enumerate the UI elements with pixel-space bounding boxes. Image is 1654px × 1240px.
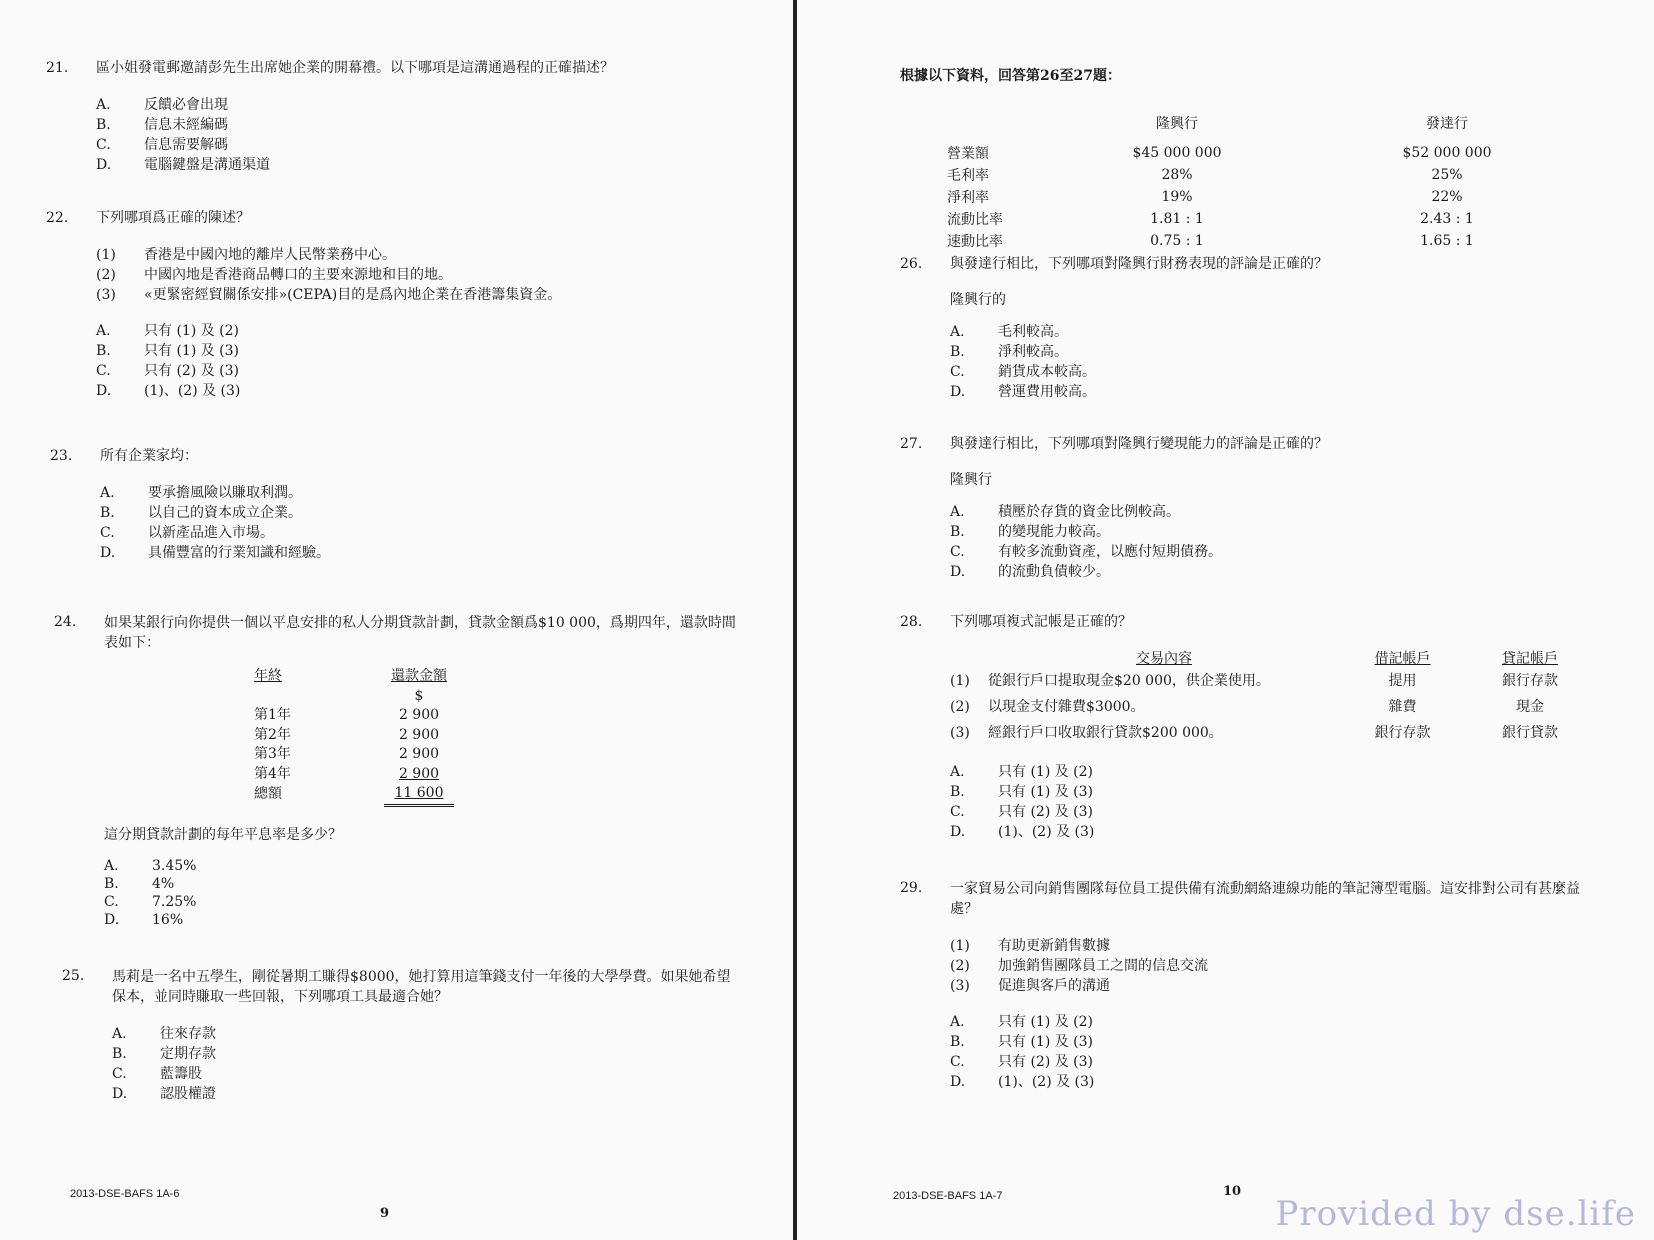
option-c: C. 有較多流動資產，以應付短期債務。 — [950, 544, 1222, 561]
table-row: 流動比率 1.81 : 1 2.43 : 1 — [947, 211, 1474, 228]
option-d: D. 認股權證 — [112, 1086, 216, 1103]
option-a: A. 積壓於存貨的資金比例較高。 — [950, 504, 1180, 521]
question-lead: 隆興行的 — [950, 291, 1006, 308]
unit-label: $ — [414, 687, 424, 704]
question-22 — [46, 210, 746, 402]
table-row: 毛利率 28% 25% — [947, 167, 1463, 184]
option-c: C. 信息需要解碼 — [96, 136, 228, 153]
question-26 — [900, 256, 1620, 403]
option-list — [950, 323, 1620, 403]
option-b: B. 只有 (1) 及 (3) — [950, 1034, 1094, 1051]
option-d: D. 電腦鍵盤是溝通渠道 — [96, 156, 270, 173]
footer-code: 2013-DSE-BAFS 1A-7 — [893, 1190, 1003, 1202]
option-a: A. 往來存款 — [112, 1026, 216, 1043]
col-header-transaction: 交易內容 — [1136, 650, 1192, 667]
option-a: A. 3.45% — [104, 858, 197, 875]
question-number: 22. — [46, 210, 69, 226]
footer-code: 2013-DSE-BAFS 1A-6 — [70, 1188, 180, 1200]
option-list — [950, 1013, 1590, 1093]
sub-question: 這分期貸款計劃的每年平息率是多少？ — [104, 826, 342, 843]
question-number: 27. — [900, 436, 923, 452]
statement-2: (2) 加強銷售團隊員工之間的信息交流 — [950, 958, 1208, 975]
question-25 — [62, 968, 742, 1105]
statement-list — [950, 937, 1590, 997]
option-list — [100, 484, 750, 564]
option-a: A. 反饋必會出現 — [96, 96, 228, 113]
question-number: 23. — [50, 448, 73, 464]
table-row: (1) 從銀行戶口提取現金$20 000，供企業使用。 提用 銀行存款 — [950, 673, 1558, 690]
table-row: 第1年 2 900 — [254, 707, 440, 724]
col-header-debit: 借記帳戶 — [1374, 650, 1431, 667]
question-number: 24. — [54, 614, 77, 630]
statement-2: (2) 中國內地是香港商品轉口的主要來源地和目的地。 — [96, 266, 452, 283]
table-row: 速動比率 0.75 : 1 1.65 : 1 — [947, 233, 1474, 250]
option-b: B. 只有 (1) 及 (3) — [950, 784, 1094, 801]
right-page — [797, 0, 1654, 1240]
company-header-lunghing: 隆興行 — [1156, 116, 1198, 132]
option-c: C. 藍籌股 — [112, 1066, 202, 1083]
option-a: A. 只有 (1) 及 (2) — [96, 322, 240, 339]
table-row: 淨利率 19% 22% — [947, 189, 1463, 206]
option-list — [112, 1025, 742, 1105]
left-page — [0, 0, 793, 1240]
statement-1: (1) 有助更新銷售數據 — [950, 938, 1110, 955]
question-stem: 下列哪項複式記帳是正確的？ — [950, 614, 1132, 630]
statement-1: (1) 香港是中國內地的離岸人民幣業務中心。 — [96, 246, 396, 263]
option-a: A. 毛利較高。 — [950, 324, 1068, 341]
double-entry-table — [950, 650, 1595, 748]
repayment-table — [254, 667, 454, 807]
table-row: (2) 以現金支付雜費$3000。 雜費 現金 — [950, 699, 1544, 716]
question-29 — [900, 880, 1590, 1093]
option-a: A. 只有 (1) 及 (2) — [950, 764, 1094, 781]
option-list — [104, 858, 744, 930]
option-c: C. 只有 (2) 及 (3) — [950, 1054, 1094, 1071]
statement-3: (3) «更緊密經貿關係安排»(CEPA)目的是爲內地企業在香港籌集資金。 — [96, 286, 562, 303]
page-number: 10 — [1223, 1184, 1242, 1199]
option-a: A. 要承擔風險以賺取利潤。 — [100, 484, 302, 501]
question-number: 28. — [900, 614, 923, 630]
question-stem: 與發達行相比，下列哪項對隆興行變現能力的評論是正確的？ — [950, 436, 1328, 452]
table-row: 第3年 2 900 — [254, 746, 440, 763]
col-header-amount: 還款金額 — [391, 668, 447, 685]
option-d: D. 具備豐富的行業知識和經驗。 — [100, 544, 330, 561]
question-23 — [50, 448, 750, 564]
question-stem: 馬莉是一名中五學生，剛從暑期工賺得$8000，她打算用這筆錢支付一年後的大學學費。如果她希望保本，並同時賺取一些回報，下列哪項工具最適合她？ — [112, 969, 731, 1005]
question-stem: 所有企業家均： — [100, 448, 198, 464]
option-b: B. 只有 (1) 及 (3) — [96, 342, 240, 359]
question-lead: 隆興行 — [950, 471, 992, 488]
company-header-fatdat: 發達行 — [1426, 116, 1468, 132]
question-stem: 區小姐發電郵邀請彭先生出席她企業的開幕禮。以下哪項是這溝通過程的正確描述？ — [96, 60, 614, 76]
option-list — [950, 503, 1620, 583]
option-d: D. 16% — [104, 912, 184, 929]
question-stem: 一家貿易公司向銷售團隊每位員工提供備有流動網絡連線功能的筆記簿型電腦。這安排對公司有甚麼益處？ — [950, 881, 1580, 917]
statement-3: (3) 促進與客戶的溝通 — [950, 978, 1110, 995]
option-c: C. 銷貨成本較高。 — [950, 364, 1096, 381]
option-b: B. 信息未經編碼 — [96, 116, 228, 133]
question-28 — [900, 614, 1630, 843]
option-list — [96, 96, 746, 176]
financial-data-table — [947, 112, 1527, 252]
option-d: D. 營運費用較高。 — [950, 384, 1096, 401]
option-d: D. (1)、(2) 及 (3) — [950, 1074, 1095, 1091]
option-a: A. 只有 (1) 及 (2) — [950, 1014, 1094, 1031]
option-c: C. 只有 (2) 及 (3) — [950, 804, 1094, 821]
table-row: 第2年 2 900 — [254, 726, 440, 743]
option-b: B. 淨利較高。 — [950, 344, 1068, 361]
table-row: 第4年 2 900 — [254, 765, 440, 782]
question-stem: 如果某銀行向你提供一個以平息安排的私人分期貸款計劃，貸款金額爲$10 000，爲期四年，還款時間表如下： — [104, 615, 736, 651]
option-list — [950, 763, 1630, 843]
option-list — [96, 322, 746, 402]
option-c: C. 以新產品進入市場。 — [100, 524, 274, 541]
col-header-year: 年終 — [254, 668, 282, 685]
option-d: D. 的流動負債較少。 — [950, 564, 1110, 581]
question-stem: 下列哪項爲正確的陳述？ — [96, 210, 250, 226]
table-row: 營業額 $45 000 000 $52 000 000 — [947, 145, 1492, 162]
question-number: 29. — [900, 880, 923, 896]
option-b: B. 定期存款 — [112, 1046, 216, 1063]
table-row: (3) 經銀行戶口收取銀行貸款$200 000。 銀行存款 銀行貸款 — [950, 725, 1558, 742]
option-b: B. 4% — [104, 876, 175, 893]
option-c: C. 7.25% — [104, 894, 197, 911]
question-21 — [46, 60, 746, 176]
option-b: B. 以自己的資本成立企業。 — [100, 504, 302, 521]
question-number: 25. — [62, 968, 85, 984]
table-total-row: 總額 11 600 — [254, 784, 454, 805]
question-number: 21. — [46, 60, 69, 76]
section-intro: 根據以下資料，回答第26至27題： — [900, 68, 1121, 84]
option-b: B. 的變現能力較高。 — [950, 524, 1110, 541]
option-d: D. (1)、(2) 及 (3) — [96, 382, 241, 399]
question-24 — [54, 614, 744, 930]
option-d: D. (1)、(2) 及 (3) — [950, 824, 1095, 841]
option-c: C. 只有 (2) 及 (3) — [96, 362, 240, 379]
statement-list — [96, 246, 746, 306]
page-number: 9 — [380, 1206, 390, 1221]
question-stem: 與發達行相比，下列哪項對隆興行財務表現的評論是正確的？ — [950, 256, 1328, 272]
question-27 — [900, 436, 1620, 583]
col-header-credit: 貸記帳戶 — [1502, 650, 1558, 667]
question-number: 26. — [900, 256, 923, 272]
watermark: Provided by dse.life — [1275, 1194, 1636, 1234]
